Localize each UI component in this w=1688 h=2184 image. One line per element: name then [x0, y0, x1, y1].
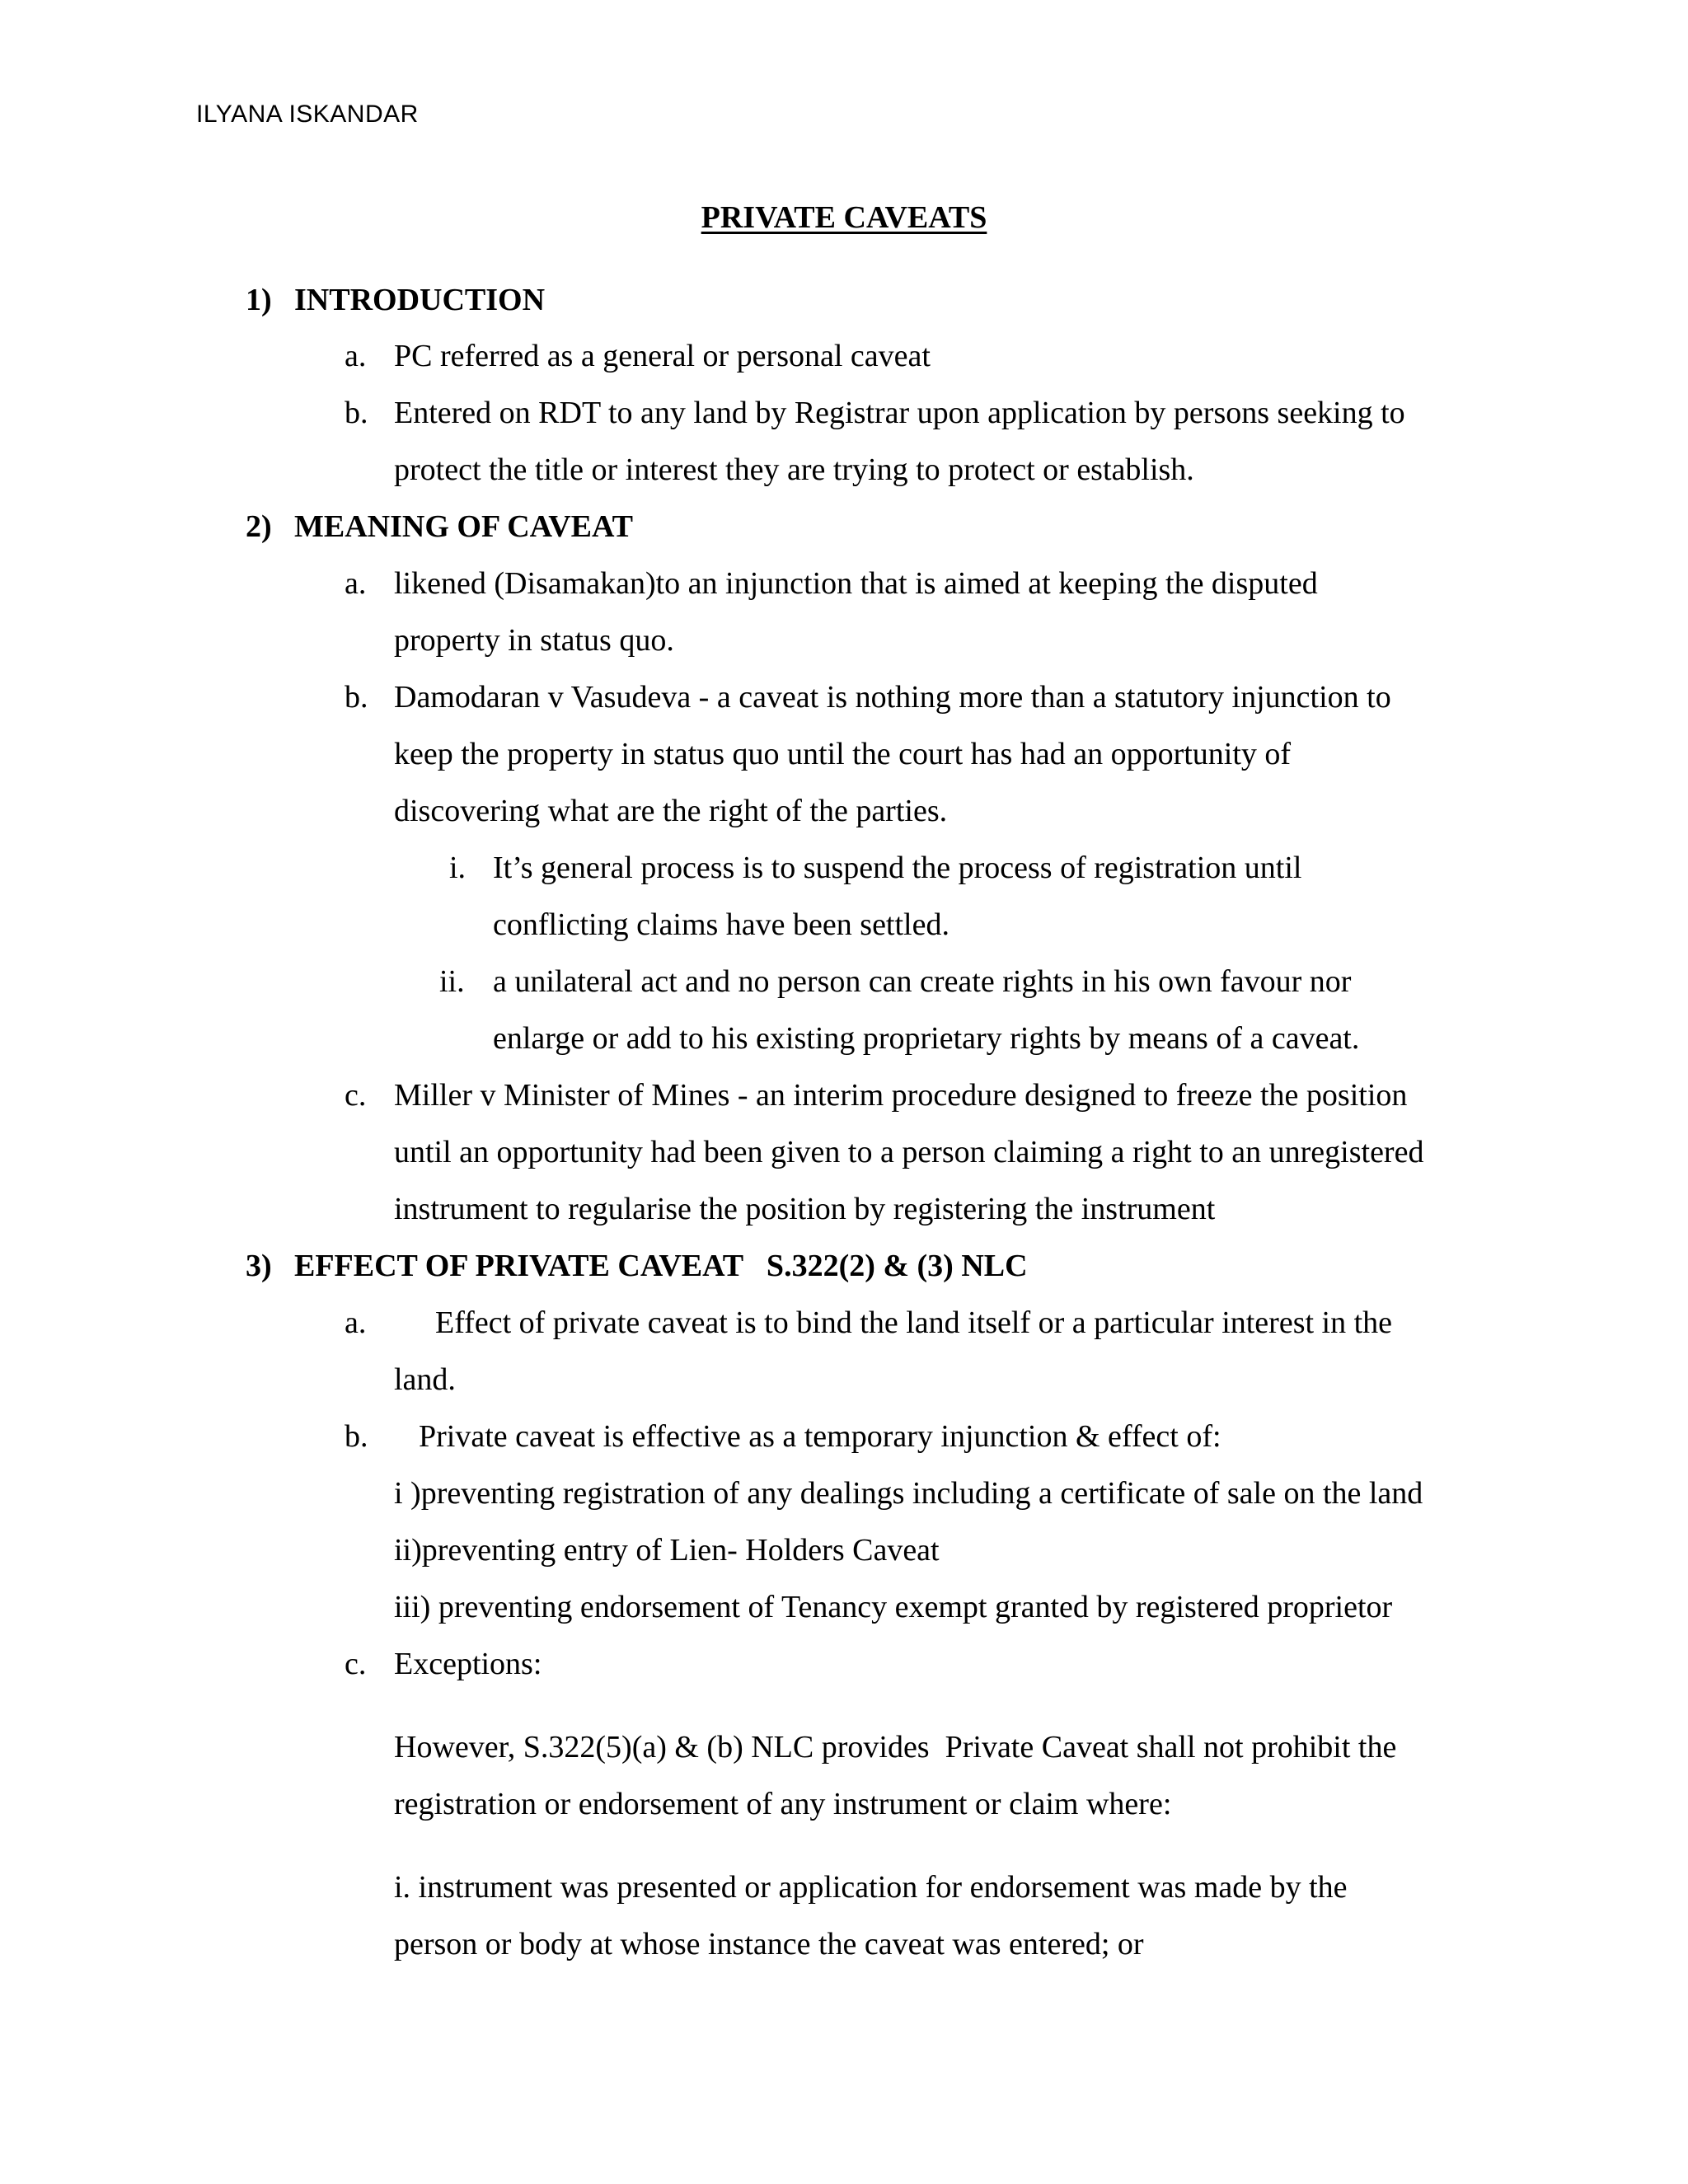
item-text: until an opportunity had been given to a person claiming a right to an unregistered — [394, 1135, 1424, 1169]
item-marker: a. — [345, 1305, 367, 1340]
item-text: Miller v Minister of Mines - an interim procedure designed to freeze the position — [394, 1078, 1408, 1113]
subitem-marker: i. — [449, 851, 467, 885]
item-text: land. — [394, 1362, 456, 1397]
subitem-text: a unilateral act and no person can create rights in his own favour nor — [493, 964, 1352, 999]
item-text: protect the title or interest they are trying to protect or establish. — [394, 452, 1194, 487]
subitem-text: It’s general process is to suspend the process of registration until — [493, 851, 1302, 885]
section-number: 2) — [246, 509, 272, 544]
exception-paragraph: However, S.322(5)(a) & (b) NLC provides Private Caveat shall not prohibit the — [394, 1730, 1397, 1765]
section-heading: EFFECT OF PRIVATE CAVEAT S.322(2) & (3) NLC — [294, 1249, 1028, 1283]
item-text: Private caveat is effective as a temporary injunction & effect of: — [419, 1419, 1221, 1454]
subitem-text: conflicting claims have been settled. — [493, 907, 950, 942]
exception-paragraph: registration or endorsement of any instrument or claim where: — [394, 1787, 1172, 1821]
section-number: 1) — [246, 283, 272, 317]
item-marker: c. — [345, 1647, 367, 1681]
section-heading: INTRODUCTION — [294, 283, 546, 317]
item-text: Entered on RDT to any land by Registrar upon application by persons seeking to — [394, 396, 1405, 430]
item-text: Exceptions: — [394, 1647, 542, 1681]
item-marker: a. — [345, 339, 367, 373]
item-marker: b. — [345, 1419, 368, 1454]
item-marker: a. — [345, 566, 367, 601]
item-text: keep the property in status quo until the court has had an opportunity of — [394, 737, 1292, 771]
item-text: instrument to regularise the position by registering the instrument — [394, 1192, 1216, 1226]
item-marker: c. — [345, 1078, 367, 1113]
item-marker: b. — [345, 396, 368, 430]
subitem-text: enlarge or add to his existing proprietary rights by means of a caveat. — [493, 1021, 1360, 1056]
document-title: PRIVATE CAVEATS — [701, 200, 987, 235]
effect-line: ii)preventing entry of Lien- Holders Caveat — [394, 1533, 940, 1568]
item-text: discovering what are the right of the parties. — [394, 794, 948, 828]
item-text: Damodaran v Vasudeva - a caveat is nothing more than a statutory injunction to — [394, 680, 1391, 715]
page-header: ILYANA ISKANDAR — [196, 101, 419, 128]
subitem-marker: ii. — [439, 964, 465, 999]
item-marker: b. — [345, 680, 368, 715]
effect-line: i )preventing registration of any dealings including a certificate of sale on the land — [394, 1476, 1423, 1511]
effect-line: iii) preventing endorsement of Tenancy exempt granted by registered proprietor — [394, 1590, 1393, 1624]
section-heading: MEANING OF CAVEAT — [294, 509, 633, 544]
item-text: likened (Disamakan)to an injunction that is aimed at keeping the disputed — [394, 566, 1318, 601]
section-number: 3) — [246, 1249, 272, 1283]
item-text: property in status quo. — [394, 623, 674, 658]
item-text: PC referred as a general or personal caveat — [394, 339, 931, 373]
exception-item: person or body at whose instance the caveat was entered; or — [394, 1927, 1144, 1961]
exception-item: i. instrument was presented or application for endorsement was made by the — [394, 1870, 1348, 1905]
item-text: Effect of private caveat is to bind the land itself or a particular interest in the — [435, 1305, 1393, 1340]
